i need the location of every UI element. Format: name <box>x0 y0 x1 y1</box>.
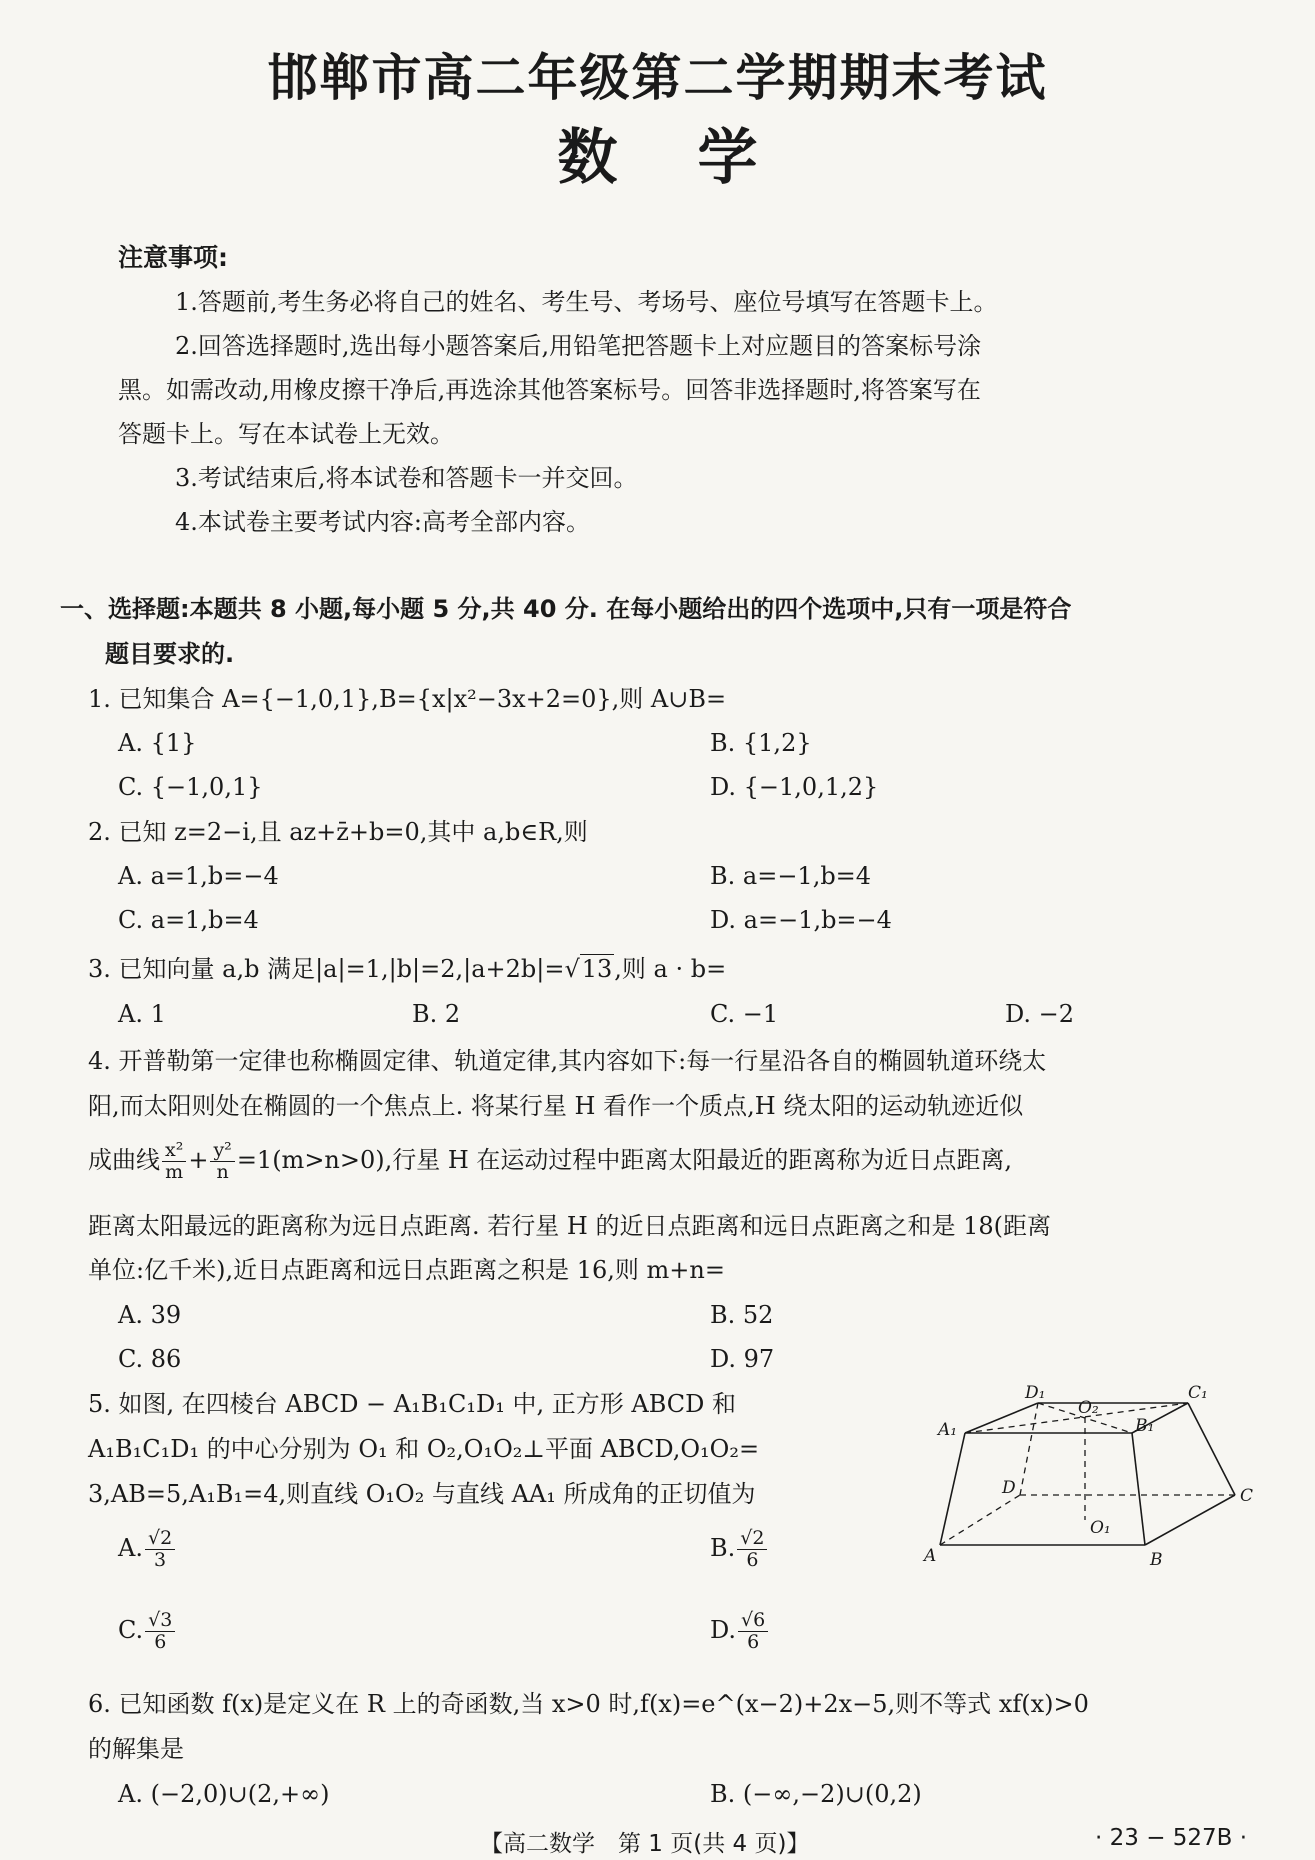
notice-item: 1.答题前,考生务必将自己的姓名、考生号、考场号、座位号填写在答题卡上。 <box>175 288 998 316</box>
q5-option-c: C. $\frac{√3}{6}$ <box>118 1610 177 1653</box>
q4-option-c: C. 86 <box>118 1345 182 1373</box>
label-d: D <box>1002 1478 1016 1498</box>
question-1-stem: 1. 已知集合 A={−1,0,1},B={x|x²−3x+2=0},则 A∪B= <box>88 685 727 713</box>
q1-option-a: A. {1} <box>118 729 197 757</box>
q1-option-d: D. {−1,0,1,2} <box>710 773 879 801</box>
question-5-line: 3,AB=5,A₁B₁=4,则直线 O₁O₂ 与直线 AA₁ 所成角的正切值为 <box>88 1480 756 1508</box>
question-6-line: 6. 已知函数 f(x)是定义在 R 上的奇函数,当 x>0 时,f(x)=e^(x−2)+2x−5,则不等式 xf(x)>0 <box>88 1690 1089 1718</box>
notice-item: 2.回答选择题时,选出每小题答案后,用铅笔把答题卡上对应题目的答案标号涂 <box>175 332 982 360</box>
q3-stem-a: 3. 已知向量 a,b 满足|a|=1,|b|=2,|a+2b|= <box>88 955 565 983</box>
label-a1: A₁ <box>938 1420 958 1440</box>
q3-sqrt: √13 <box>564 955 613 983</box>
exam-title: 邯郸市高二年级第二学期期末考试 <box>267 49 1048 107</box>
q3-stem-b: ,则 a · b= <box>614 955 727 983</box>
question-4-line: 阳,而太阳则处在椭圆的一个焦点上. 将某行星 H 看作一个质点,H 绕太阳的运动轨迹近似 <box>88 1092 1024 1120</box>
q2-option-c: C. a=1,b=4 <box>118 906 259 934</box>
question-2-stem: 2. 已知 z=2−i,且 az+z̄+b=0,其中 a,b∈R,则 <box>88 818 588 846</box>
label-d1: D₁ <box>1025 1385 1046 1403</box>
notice-heading: 注意事项: <box>118 243 228 272</box>
q5-option-a: A. $\frac{√2}{3}$ <box>118 1528 177 1571</box>
label-o2: O₂ <box>1078 1398 1099 1418</box>
frustum-figure <box>920 1385 1265 1585</box>
label-a: A <box>924 1546 937 1566</box>
fraction-y2-n: $\frac{\text{y²}}{n}$ <box>210 1140 234 1183</box>
q1-option-c: C. {−1,0,1} <box>118 773 263 801</box>
label-b: B <box>1150 1550 1163 1570</box>
q6-option-b: B. (−∞,−2)∪(0,2) <box>710 1780 922 1808</box>
question-3-stem <box>88 955 726 984</box>
q5-option-d: D. $\frac{√6}{6}$ <box>710 1610 770 1653</box>
q3-option-d: D. −2 <box>1005 1000 1075 1028</box>
q4-option-a: A. 39 <box>118 1301 182 1329</box>
notice-item: 3.考试结束后,将本试卷和答题卡一并交回。 <box>175 464 638 492</box>
label-b1: B₁ <box>1135 1416 1155 1436</box>
q4-option-d: D. 97 <box>710 1345 775 1373</box>
q6-option-a: A. (−2,0)∪(2,+∞) <box>118 1780 330 1808</box>
notice-item: 4.本试卷主要考试内容:高考全部内容。 <box>175 508 590 536</box>
label-o1: O₁ <box>1090 1518 1111 1538</box>
question-5-line: 5. 如图, 在四棱台 ABCD − A₁B₁C₁D₁ 中, 正方形 ABCD 和 <box>88 1390 737 1418</box>
q3-option-b: B. 2 <box>412 1000 461 1028</box>
question-5-line: A₁B₁C₁D₁ 的中心分别为 O₁ 和 O₂,O₁O₂⊥平面 ABCD,O₁O₂= <box>88 1435 760 1463</box>
q5-option-b: B. $\frac{√2}{6}$ <box>710 1528 769 1571</box>
label-c1: C₁ <box>1188 1385 1208 1403</box>
question-4-line: 成曲线 $\frac{\text{x²}}{m}$ + $\frac{\text{y²}}{n}$ =1(m>n>0),行星 H 在运动过程中距离太阳最近的距离称为近日点距离, <box>88 1139 1013 1183</box>
question-4-line: 单位:亿千米),近日点距离和远日点距离之积是 16,则 m+n= <box>88 1256 725 1284</box>
q2-option-a: A. a=1,b=−4 <box>118 862 279 890</box>
q3-option-c: C. −1 <box>710 1000 779 1028</box>
label-c: C <box>1240 1486 1254 1506</box>
section-heading: 一、选择题:本题共 8 小题,每小题 5 分,共 40 分. 在每小题给出的四个选项中,只有一项是符合 <box>60 595 1072 623</box>
q2-option-b: B. a=−1,b=4 <box>710 862 872 890</box>
question-4-line: 4. 开普勒第一定律也称椭圆定律、轨道定律,其内容如下:每一行星沿各自的椭圆轨道环绕太 <box>88 1047 1047 1075</box>
q3-option-a: A. 1 <box>118 1000 166 1028</box>
page-footer: 【高二数学 第 1 页(共 4 页)】 <box>480 1831 810 1857</box>
paper-code: · 23 − 527B · <box>1095 1825 1248 1851</box>
notice-item: 黑。如需改动,用橡皮擦干净后,再选涂其他答案标号。回答非选择题时,将答案写在 <box>118 376 981 404</box>
question-6-line: 的解集是 <box>88 1735 184 1763</box>
q2-option-d: D. a=−1,b=−4 <box>710 906 892 934</box>
question-4-line: 距离太阳最远的距离称为远日点距离. 若行星 H 的近日点距离和远日点距离之和是 18(距离 <box>88 1212 1051 1240</box>
q1-option-b: B. {1,2} <box>710 729 812 757</box>
section-heading-cont: 题目要求的. <box>105 640 235 668</box>
fraction-x2-m: $\frac{\text{x²}}{m}$ <box>162 1140 186 1183</box>
q4-option-b: B. 52 <box>710 1301 774 1329</box>
notice-item: 答题卡上。写在本试卷上无效。 <box>118 420 454 448</box>
subject-title: 数学 <box>557 123 838 193</box>
